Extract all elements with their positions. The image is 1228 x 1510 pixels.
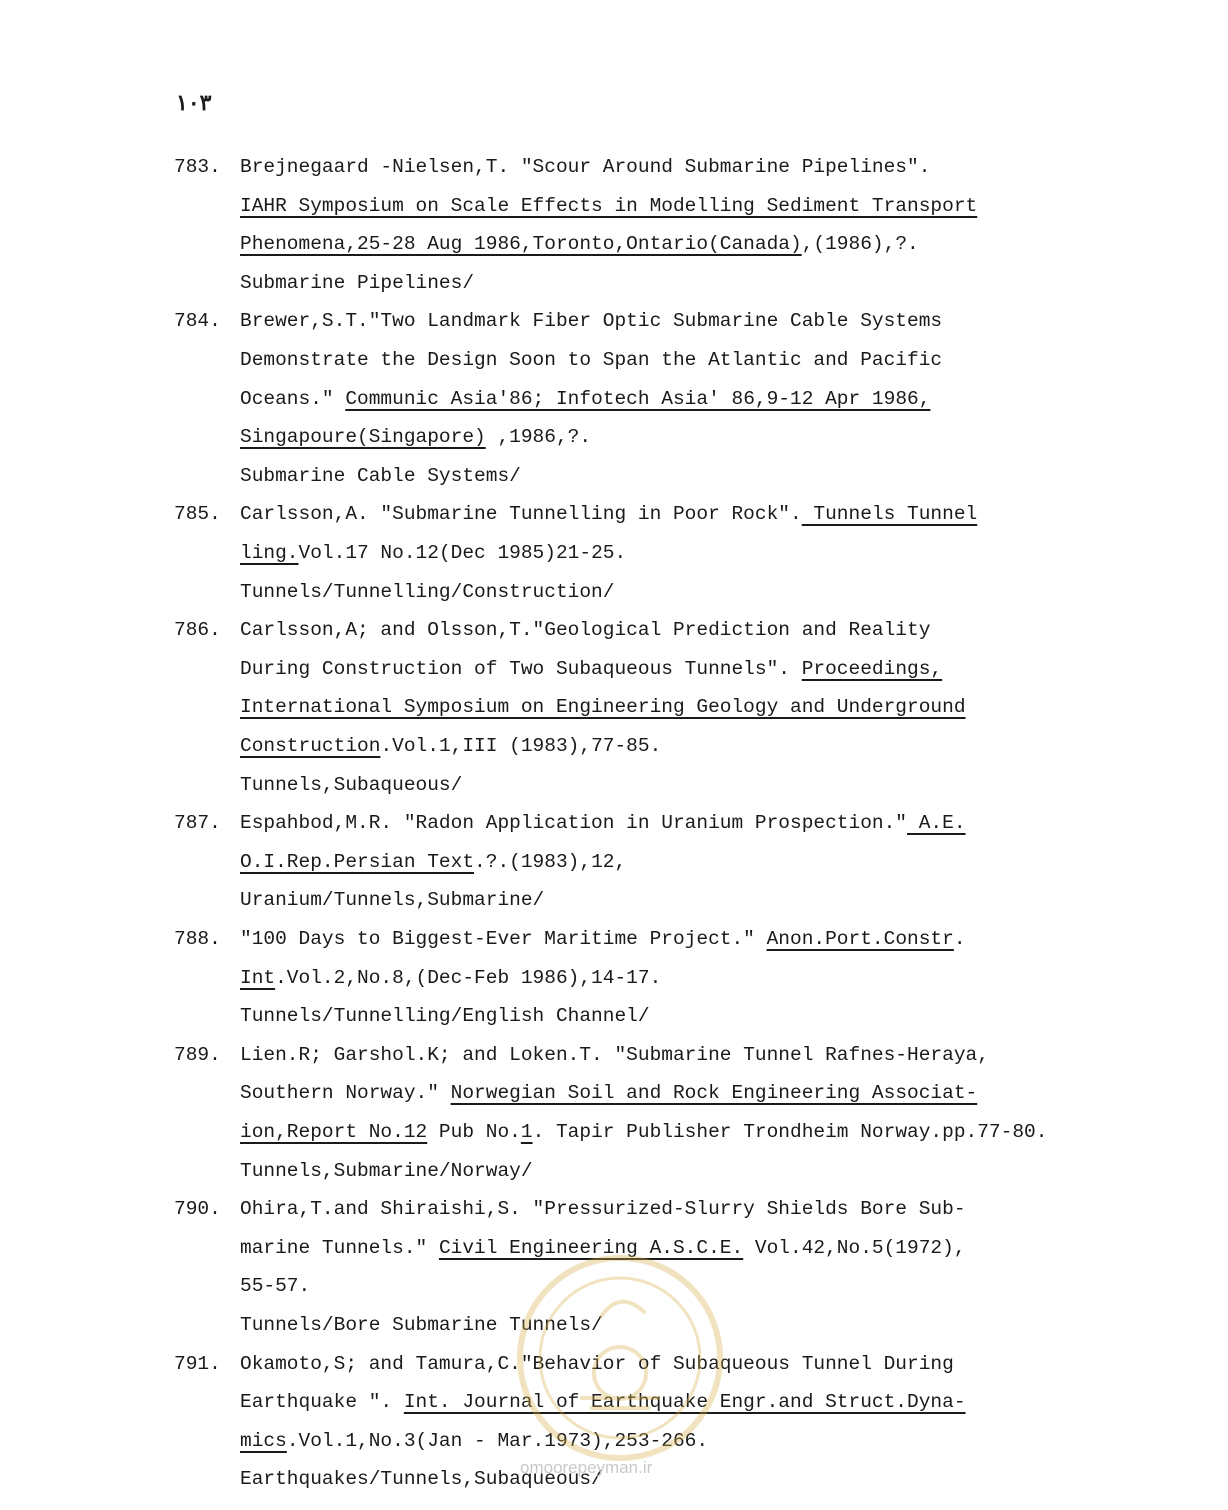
- entry-text: Brejnegaard -Nielsen,T. "Scour Around Submarine Pipelines".: [240, 156, 931, 178]
- watermark-url: omoorepeyman.ir: [520, 1458, 653, 1477]
- entry-line: [240, 495, 977, 534]
- entry-text: Earthquake ".: [240, 1391, 404, 1414]
- citation-source: Tunnels Tunnel: [801, 503, 978, 526]
- entry-text: Okamoto,S; and Tamura,C."Behavior of Subaqueous Tunnel During: [240, 1352, 954, 1375]
- entry-text: Demonstrate the Design Soon to Span the Atlantic and Pacific: [240, 348, 943, 371]
- entry-line: [240, 225, 919, 264]
- entry-text: During Construction of Two Subaqueous Tunnels".: [240, 657, 802, 680]
- entry-text: Earthquakes/Tunnels,Subaqueous/: [240, 1468, 603, 1491]
- entry-text: Lien.R; Garshol.K; and Loken.T. "Submarine Tunnel Rafnes-Heraya,: [240, 1043, 989, 1066]
- entry-text: .: [953, 928, 966, 950]
- entry-text: Carlsson,A. "Submarine Tunnelling in Poor Rock".: [240, 503, 802, 526]
- citation-source: O.I.Rep.Persian Text: [240, 850, 475, 873]
- entry-line: [240, 766, 462, 805]
- entry-text: Tunnels,Subaqueous/: [240, 773, 463, 796]
- entry-line: [240, 650, 942, 689]
- entry-line: [240, 380, 930, 419]
- citation-source: Phenomena,25-28 Aug 1986,Toronto,Ontario(Canada): [240, 233, 802, 256]
- entry-line: [240, 920, 966, 959]
- entry-line: [240, 727, 661, 766]
- entry-text: "100 Days to Biggest-Ever Maritime Project.": [240, 928, 767, 950]
- entry-line: [240, 688, 966, 727]
- entry-text: Vol.17 No.12(Dec 1985)21-25.: [298, 541, 627, 564]
- entry-line: [240, 418, 591, 457]
- entry-text: 55-57.: [240, 1275, 311, 1298]
- entry-line: [240, 1074, 977, 1113]
- entry-line: [240, 1267, 310, 1306]
- entry-text: Tunnels/Tunnelling/Construction/: [240, 580, 615, 603]
- citation-source: Civil Engineering A.S.C.E.: [438, 1236, 744, 1259]
- citation-source: ling.: [240, 541, 299, 564]
- entry-number: 790.: [174, 1198, 221, 1221]
- entry-text: Espahbod,M.R. "Radon Application in Uranium Prospection.": [240, 812, 908, 835]
- citation-source: mics: [240, 1429, 287, 1452]
- entry-line: [240, 1113, 1047, 1152]
- citation-source: Norwegian Soil and Rock Engineering Associat-: [450, 1082, 978, 1105]
- entry-text: Oceans.": [240, 387, 346, 410]
- entry-line: [240, 264, 474, 303]
- entry-line: [240, 997, 650, 1036]
- citation-source: Construction: [240, 734, 381, 757]
- entry-number: 786.: [174, 619, 221, 642]
- entry-line: [240, 804, 966, 843]
- citation-source: International Symposium on Engineering Geology and Underground: [240, 696, 966, 719]
- entry-line: [240, 302, 942, 341]
- citation-source: Singapoure(Singapore): [240, 426, 486, 449]
- entry-number: 791.: [174, 1352, 221, 1375]
- entry-line: [240, 187, 977, 226]
- citation-source: Proceedings,: [801, 657, 943, 680]
- entry-text: .?.(1983),12,: [474, 850, 627, 873]
- page-number: ١٠٣: [176, 90, 212, 116]
- entry-line: [240, 959, 661, 998]
- entry-text: .Vol.2,No.8,(Dec-Feb 1986),14-17.: [275, 966, 662, 989]
- citation-source: Communic Asia'86; Infotech Asia' 86,9-12 Apr 1986,: [345, 387, 931, 410]
- entry-text: .Vol.1,No.3(Jan - Mar.1973),253-266.: [286, 1429, 709, 1452]
- entry-text: ,(1986),?.: [801, 233, 919, 256]
- entry-number: 785.: [174, 503, 221, 526]
- entry-text: marine Tunnels.": [240, 1236, 439, 1259]
- watermark-seal-icon: [510, 1248, 730, 1468]
- entry-line: [240, 534, 626, 573]
- entry-text: Tunnels/Tunnelling/English Channel/: [240, 1005, 650, 1028]
- citation-source: ion,Report No.12: [240, 1120, 428, 1143]
- entry-line: [240, 843, 626, 882]
- entry-text: Brewer,S.T."Two Landmark Fiber Optic Submarine Cable Systems: [240, 310, 943, 333]
- entry-text: ,1986,?.: [485, 426, 592, 449]
- citation-source: A.E.: [907, 812, 966, 835]
- citation-source: Int. Journal of Earthquake Engr.and Struct.Dyna-: [403, 1391, 966, 1414]
- entry-line: [240, 611, 930, 650]
- entry-text: Tunnels,Submarine/Norway/: [240, 1159, 533, 1182]
- entry-text: Submarine Pipelines/: [240, 271, 475, 294]
- entry-text: Vol.42,No.5(1972),: [743, 1236, 966, 1259]
- entry-number: 783.: [174, 156, 221, 178]
- citation-source: IAHR Symposium on Scale Effects in Modelling Sediment Transport: [240, 194, 978, 217]
- entry-text: Carlsson,A; and Olsson,T."Geological Prediction and Reality: [240, 619, 931, 642]
- entry-line: [240, 457, 521, 496]
- entry-line: [240, 148, 930, 187]
- entry-text: Southern Norway.": [240, 1082, 451, 1105]
- entry-line: [240, 1152, 533, 1191]
- entry-number: 784.: [174, 310, 221, 333]
- entry-text: .Vol.1,III (1983),77-85.: [380, 734, 662, 757]
- entry-text: . Tapir Publisher Trondheim Norway.pp.77-80.: [532, 1120, 1048, 1143]
- entry-line: [240, 573, 614, 612]
- entry-text: Pub No.: [427, 1120, 521, 1143]
- entry-line: [240, 341, 942, 380]
- entry-text: Submarine Cable Systems/: [240, 464, 521, 487]
- entry-line: [240, 1036, 989, 1075]
- entry-text: Tunnels/Bore Submarine Tunnels/: [240, 1313, 603, 1336]
- citation-source: Int: [240, 966, 276, 989]
- entry-number: 787.: [174, 812, 221, 835]
- entry-line: [240, 881, 544, 920]
- entry-line: [240, 1190, 966, 1229]
- entry-number: 788.: [174, 928, 221, 950]
- citation-source: 1: [520, 1120, 533, 1143]
- entry-number: 789.: [174, 1043, 221, 1066]
- entry-text: Ohira,T.and Shiraishi,S. "Pressurized-Slurry Shields Bore Sub-: [240, 1198, 966, 1221]
- citation-source: Anon.Port.Constr: [766, 928, 954, 950]
- entry-text: Uranium/Tunnels,Submarine/: [240, 889, 545, 912]
